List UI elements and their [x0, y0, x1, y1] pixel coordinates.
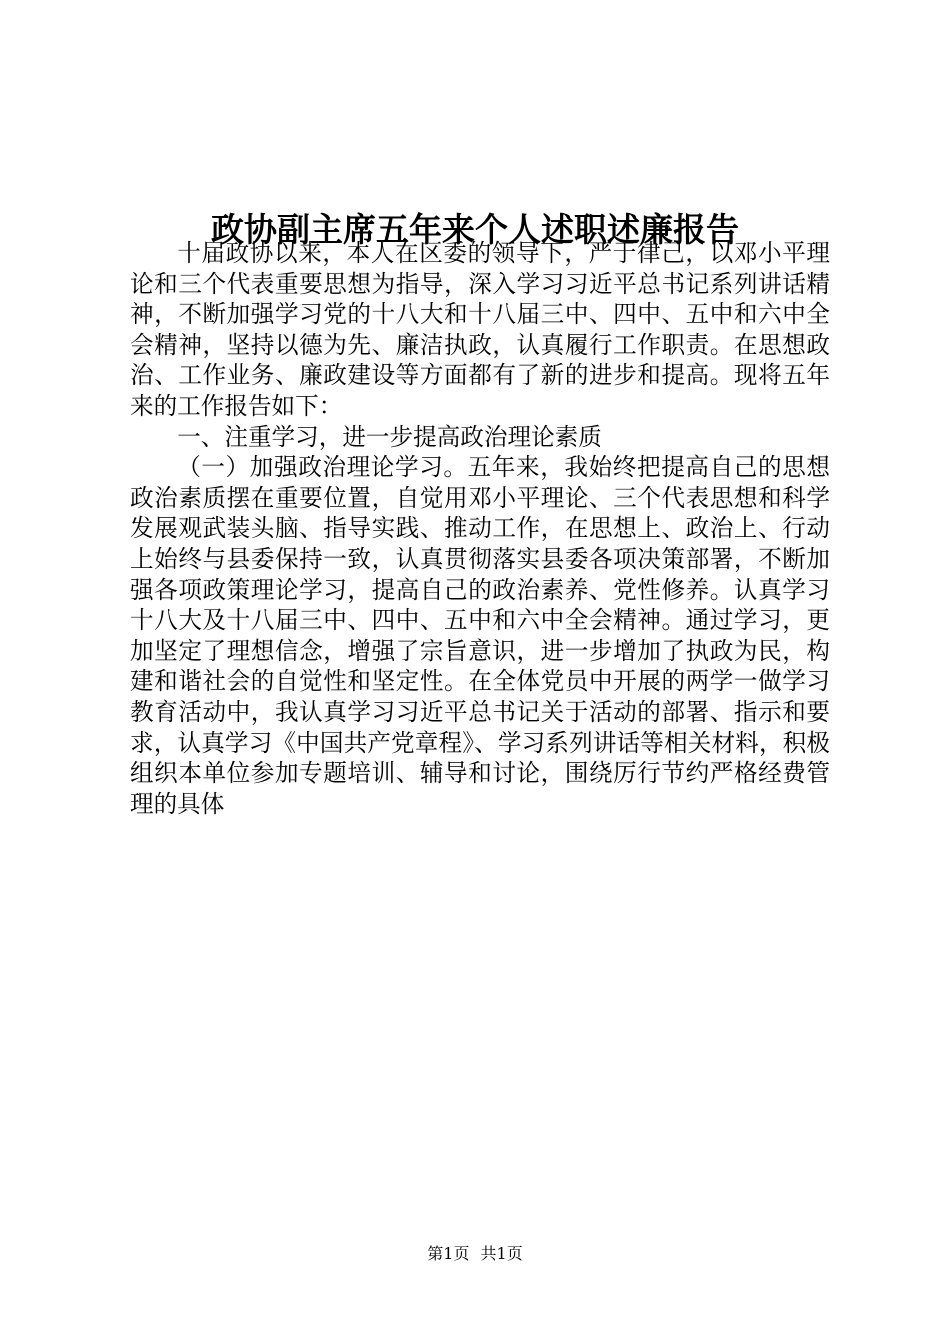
- page-footer: [0, 1243, 950, 1265]
- intro-paragraph: 十届政协以来，本人在区委的领导下，严于律己，以邓小平理论和三个代表重要思想为指导，深入学习习近平总书记系列讲话精神，不断加强学习党的十八大和十八届三中、四中、五中和六中全会精神，坚持以德为先、廉洁执政，认真履行工作职责。在思想政治、工作业务、廉政建设等方面都有了新的进步和提高。现将五年来的工作报告如下：: [130, 239, 830, 420]
- section-heading: 一、注重学习，进一步提高政治理论素质: [177, 422, 602, 451]
- document-title: 政协副主席五年来个人述职述廉报告: [211, 210, 739, 250]
- page-number: 第1页: [427, 1244, 470, 1263]
- document-body: [130, 238, 830, 819]
- page-total: 共1页: [480, 1244, 523, 1263]
- subsection-paragraph: （一）加强政治理论学习。五年来，我始终把提高自己的思想政治素质摆在重要位置，自觉用邓小平理论、三个代表思想和科学发展观武装头脑、指导实践、推动工作，在思想上、政治上、行动上始终与县委保持一致，认真贯彻落实县委各项决策部署，不断加强各项政策理论学习，提高自己的政治素养、党性修养。认真学习十八大及十八届三中、四中、五中和六中全会精神。通过学习，更加坚定了理想信念，增强了宗旨意识，进一步增加了执政为民，构建和谐社会的自觉性和坚定性。在全体党员中开展的两学一做学习教育活动中，我认真学习习近平总书记关于活动的部署、指示和要求，认真学习《中国共产党章程》、学习系列讲话等相关材料，积极组织本单位参加专题培训、辅导和讨论，围绕厉行节约严格经费管理的具体: [130, 453, 830, 818]
